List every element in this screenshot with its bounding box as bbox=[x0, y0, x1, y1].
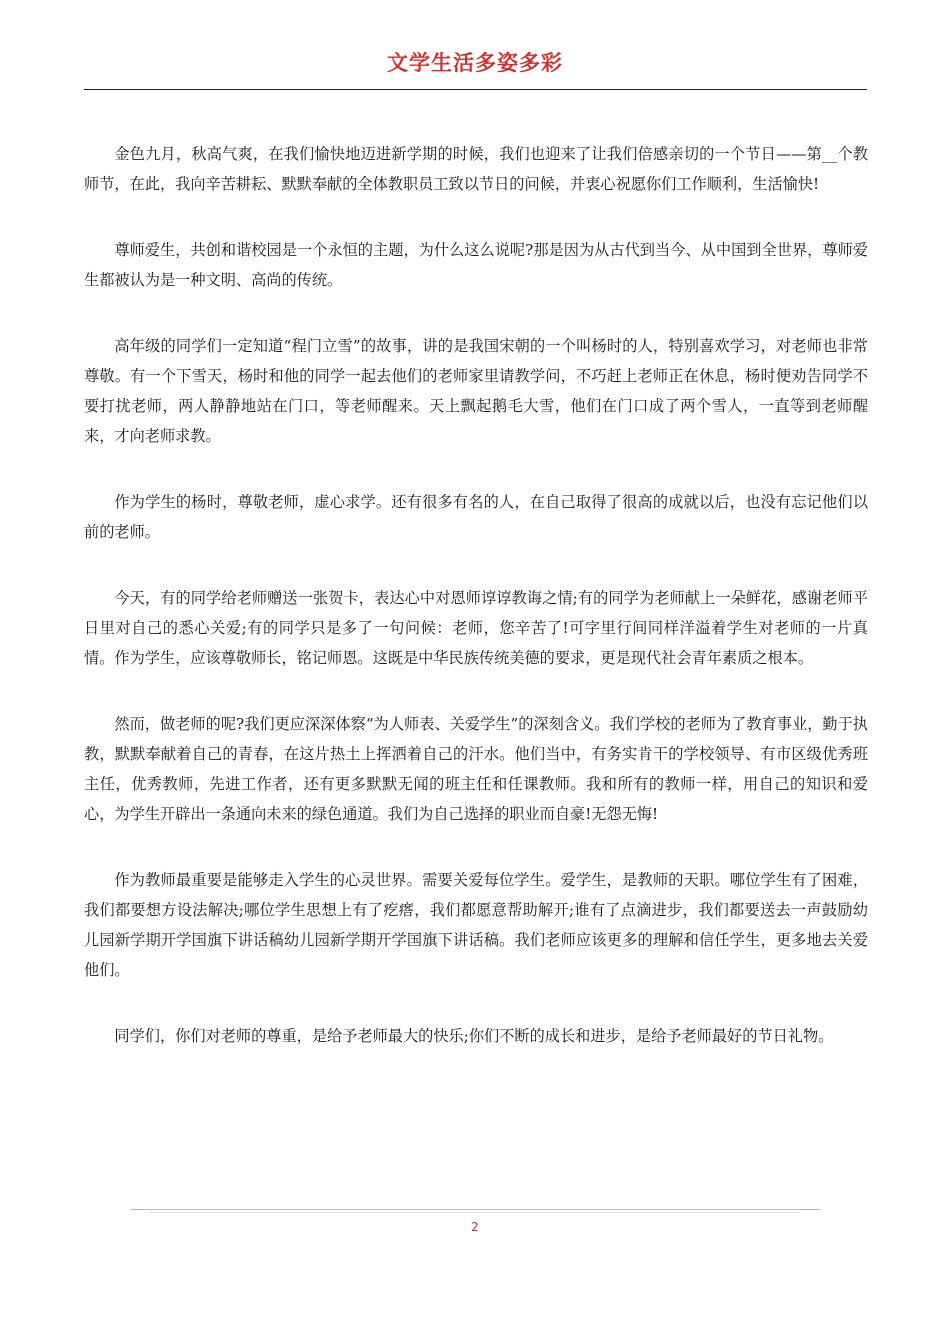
paragraph-2: 尊师爱生，共创和谐校园是一个永恒的主题，为什么这么说呢?那是因为从古代到当今、从中国到全世界，尊师爱生都被认为是一种文明、高尚的传统。 bbox=[84, 241, 868, 289]
paragraph-1: 金色九月，秋高气爽，在我们愉快地迈进新学期的时候，我们也迎来了让我们倍感亲切的一个节日——第__个教师节，在此，我向辛苦耕耘、默默奉献的全体教职员工致以节日的问候，并衷心祝愿你们工作顺利，生活愉快! bbox=[84, 145, 869, 193]
page-title: 文学生活多姿多彩 bbox=[387, 51, 563, 75]
page-number: 2 bbox=[471, 1220, 479, 1234]
paragraph-3: 高年级的同学们一定知道“程门立雪”的故事，讲的是我国宋朝的一个叫杨时的人，特别喜欢学习，对老师也非常尊敬。有一个下雪天，杨时和他的同学一起去他们的老师家里请教学问，不巧赶上老师正在休息，杨时便劝告同学不要打扰老师，两人静静地站在门口，等老师醒来。天上飘起鹅毛大雪，他们在门口成了两个雪人，一直等到老师醒来，才向老师求教。 bbox=[84, 337, 868, 445]
document-body bbox=[84, 139, 868, 1051]
paragraph-4: 作为学生的杨时，尊敬老师，虚心求学。还有很多有名的人，在自己取得了很高的成就以后，也没有忘记他们以前的老师。 bbox=[84, 493, 868, 541]
paragraph-8: 同学们，你们对老师的尊重，是给予老师最大的快乐;你们不断的成长和进步，是给予老师最好的节日礼物。 bbox=[114, 1027, 834, 1045]
footer-divider bbox=[130, 1209, 820, 1210]
footer-divider-shadow bbox=[150, 1212, 800, 1213]
title-divider bbox=[84, 89, 867, 90]
paragraph-6: 然而，做老师的呢?我们更应深深体察“为人师表、关爱学生”的深刻含义。我们学校的老师为了教育事业，勤于执教，默默奉献着自己的青春，在这片热土上挥洒着自己的汗水。他们当中，有务实肯干的学校领导、有市区级优秀班主任，优秀教师，先进工作者，还有更多默默无闻的班主任和任课教师。我和所有的教师一样，用自己的知识和爱心，为学生开辟出一条通向未来的绿色通道。我们为自己选择的职业而自豪!无怨无悔! bbox=[84, 715, 868, 823]
paragraph-7: 作为教师最重要是能够走入学生的心灵世界。需要关爱每位学生。爱学生，是教师的天职。哪位学生有了困难，我们都要想方设法解决;哪位学生思想上有了疙瘩，我们都愿意帮助解开;谁有了点滴进步，我们都要送去一声鼓励幼儿园新学期开学国旗下讲话稿幼儿园新学期开学国旗下讲话稿。我们老师应该更多的理解和信任学生，更多地去关爱他们。 bbox=[84, 871, 868, 979]
paragraph-5: 今天，有的同学给老师赠送一张贺卡，表达心中对恩师谆谆教诲之情;有的同学为老师献上一朵鲜花，感谢老师平日里对自己的悉心关爱;有的同学只是多了一句问候：老师，您辛苦了!可字里行间同样洋溢着学生对老师的一片真情。作为学生，应该尊敬师长，铭记师恩。这既是中华民族传统美德的要求，更是现代社会青年素质之根本。 bbox=[84, 589, 868, 667]
